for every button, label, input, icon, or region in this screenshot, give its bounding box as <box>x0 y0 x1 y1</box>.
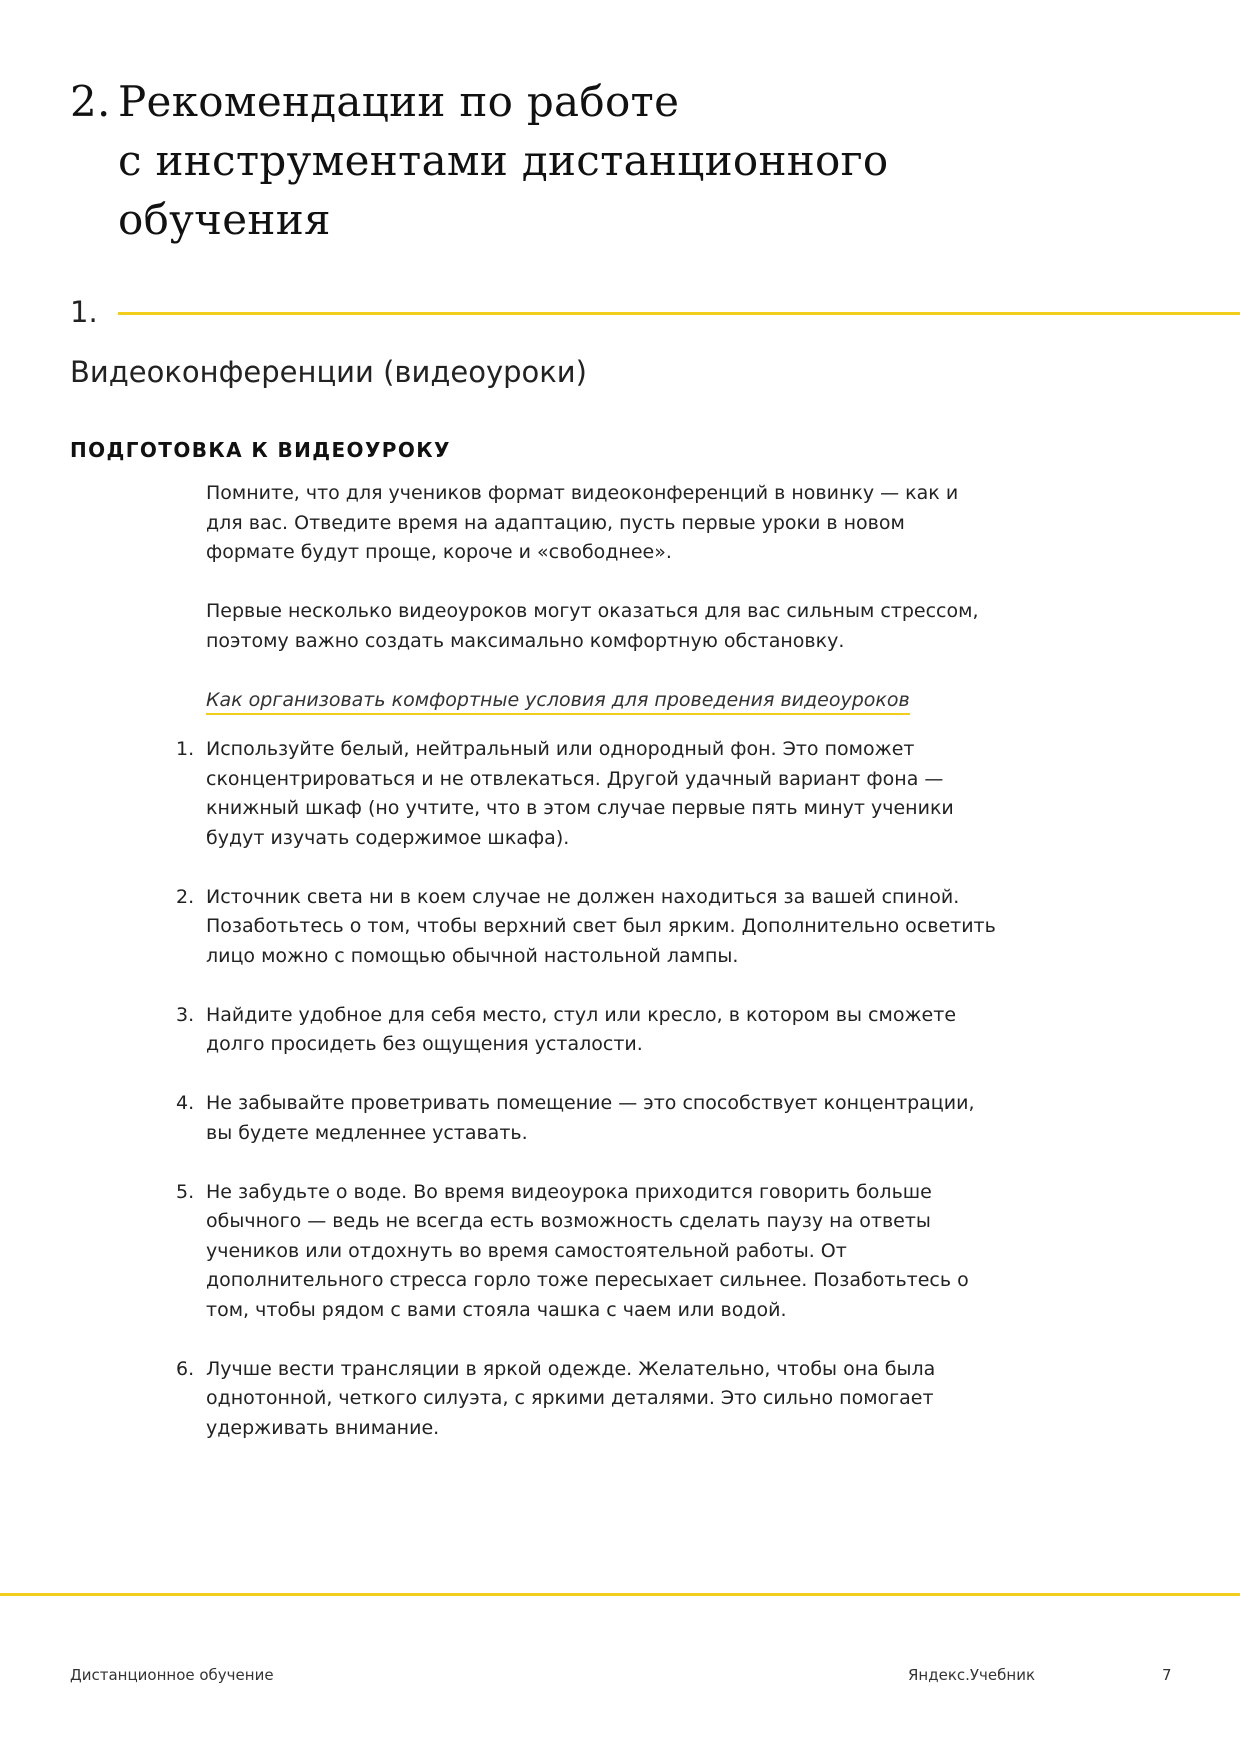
main-content <box>176 479 996 1473</box>
page-number: 7 <box>1162 1666 1172 1684</box>
list-item-text: Источник света ни в коем случае не должен находиться за вашей спиной. Позаботьтесь о том, чтобы верхний свет был ярким. Дополнительно осветить лицо можно с помощью обычной настольной лампы. <box>206 885 996 967</box>
list-item-text: Лучше вести трансляции в яркой одежде. Желательно, чтобы она была однотонной, четкого силуэта, с яркими деталями. Это сильно помогает удерживать внимание. <box>206 1357 936 1439</box>
list-item <box>176 1089 996 1148</box>
chapter-title-line-3: обучения <box>118 195 331 244</box>
intro-paragraph-1: Помните, что для учеников формат видеоконференций в новинку — как и для вас. Отведите время на адаптацию, пусть первые уроки в новом формате будут проще, короче и «свободнее». <box>206 482 959 563</box>
chapter-title-line-2: с инструментами дистанционного <box>118 136 889 185</box>
section-title: Видеоконференции (видеоуроки) <box>70 355 587 389</box>
list-item-number: 2. <box>176 885 195 908</box>
list-item <box>176 883 996 972</box>
section-divider <box>118 312 1240 315</box>
list-item-number: 3. <box>176 1003 195 1026</box>
intro-paragraph-2: Первые несколько видеоуроков могут оказаться для вас сильным стрессом, поэтому важно создать максимально комфортную обстановку. <box>206 600 979 652</box>
list-item <box>176 1001 996 1060</box>
chapter-title <box>70 72 889 249</box>
list-item-number: 4. <box>176 1092 195 1114</box>
footer-brand: Яндекс.Учебник <box>908 1666 1036 1684</box>
list-item-text: Используйте белый, нейтральный или однородный фон. Это поможет сконцентрироваться и не отвлекаться. Другой удачный вариант фона — книжный шкаф (но учтите, что в этом случае первые пять минут ученики будут изучать содержимое шкафа). <box>206 738 954 849</box>
tips-list <box>176 735 996 1443</box>
chapter-number: 2. <box>70 77 111 126</box>
guide-heading <box>206 686 996 716</box>
list-item <box>176 735 996 853</box>
list-item <box>176 1355 996 1444</box>
section-number-row <box>70 292 1240 332</box>
subsection-heading: ПОДГОТОВКА К ВИДЕОУРОКУ <box>70 438 451 462</box>
list-item <box>176 1178 996 1326</box>
list-item-number: 5. <box>176 1180 195 1203</box>
footer-title: Дистанционное обучение <box>70 1666 274 1684</box>
footer-divider <box>0 1593 1240 1596</box>
list-item-text: Не забывайте проветривать помещение — это способствует концентрации, вы будете медленнее уставать. <box>206 1092 975 1144</box>
list-item-number: 6. <box>176 1357 195 1380</box>
list-item-text: Найдите удобное для себя место, стул или кресло, в котором вы сможете долго просидеть без ощущения усталости. <box>206 1003 957 1055</box>
section-number: 1. <box>70 295 98 329</box>
list-item-number: 1. <box>176 738 195 760</box>
chapter-title-line-1: 2. Рекомендации по работе <box>70 72 889 131</box>
guide-heading-text: Как организовать комфортные условия для проведения видеоуроков <box>206 689 910 715</box>
list-item-text: Не забудьте о воде. Во время видеоурока приходится говорить больше обычного — ведь не всегда есть возможность сделать паузу на ответы учеников или отдохнуть во время самостоятельной работы. От дополнительного стресса горло тоже пересыхает сильнее. Позаботьтесь о том, чтобы рядом с вами стояла чашка с чаем или водой. <box>206 1180 969 1321</box>
